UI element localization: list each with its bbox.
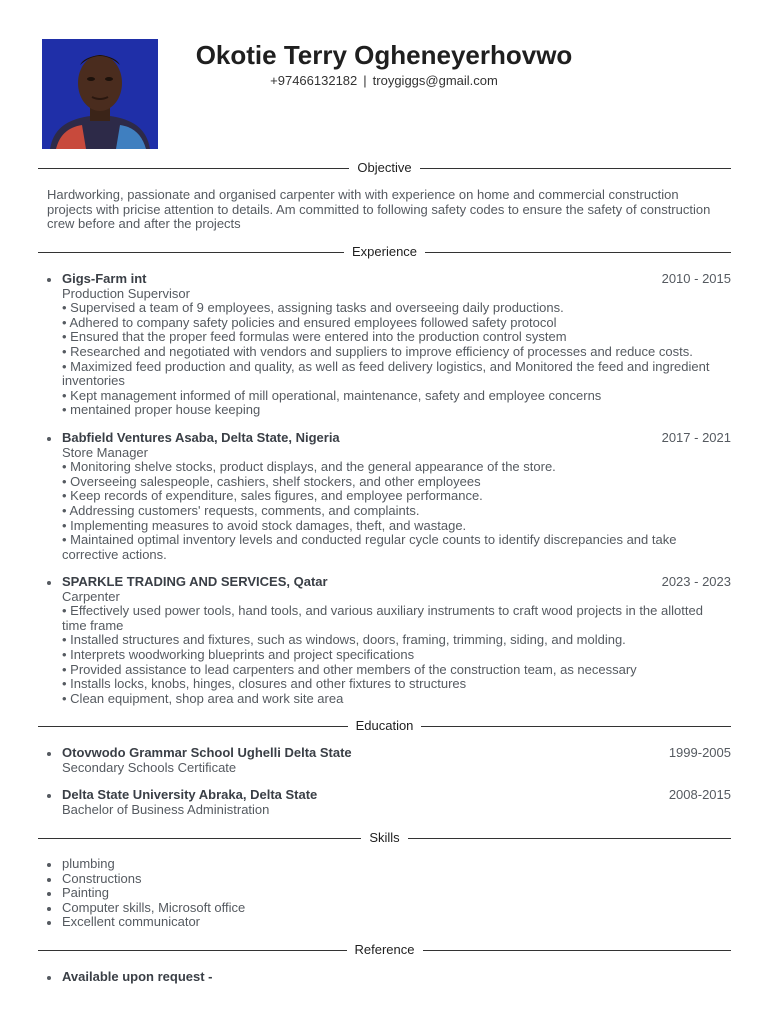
employment-dates: 2010 - 2015 (661, 271, 731, 286)
duty-line: • Ensured that the proper feed formulas were entered into the production control system (62, 329, 567, 345)
divider-line (425, 252, 731, 253)
experience-entry (62, 431, 731, 562)
employer-name: Gigs-Farm int (62, 271, 147, 286)
skill-label: Excellent communicator (62, 914, 200, 930)
bullet-icon (47, 794, 51, 798)
divider-line (38, 168, 349, 169)
duty-line: • Overseeing salespeople, cashiers, shelf stockers, and other employees (62, 473, 481, 489)
divider-line (38, 950, 347, 951)
section-header-education (38, 718, 731, 734)
duty-line: • Clean equipment, shop area and work site area (62, 690, 344, 706)
duty-line: • Interprets woodworking blueprints and project specifications (62, 646, 415, 662)
job-title: Carpenter (62, 588, 120, 604)
education-entry (62, 746, 731, 775)
duty-line: • Maximized feed production and quality, as well as feed delivery logistics, and Monitored the feed and ingredient inventories (62, 358, 710, 389)
skill-item (62, 872, 722, 887)
section-title: Objective (357, 160, 412, 175)
section-title: Experience (351, 244, 418, 259)
divider-line (38, 252, 344, 253)
bullet-icon (47, 892, 51, 896)
portrait-image (42, 39, 158, 149)
bullet-icon (47, 976, 51, 980)
skill-item (62, 915, 722, 930)
experience-entry (62, 272, 731, 418)
skill-label: Computer skills, Microsoft office (62, 899, 246, 915)
skill-label: Constructions (62, 870, 142, 886)
bullet-icon (47, 921, 51, 925)
employment-dates: 2023 - 2023 (661, 574, 731, 589)
reference-text: Available upon request - (62, 969, 213, 984)
duty-line: • Kept management informed of mill operational, maintenance, safety and employee concerns (62, 387, 602, 403)
divider-line (38, 838, 361, 839)
profile-photo (42, 39, 158, 149)
experience-entry (62, 575, 731, 706)
contact-line (170, 73, 598, 89)
divider-line (420, 168, 731, 169)
candidate-name: Okotie Terry Ogheneyerhovwo (195, 40, 573, 70)
job-title: Production Supervisor (62, 285, 190, 301)
section-header-objective (38, 160, 731, 176)
skill-item (62, 901, 722, 916)
duty-line: • Addressing customers' requests, comments, and complaints. (62, 502, 420, 518)
duty-line: • Installed structures and fixtures, such as windows, doors, framing, trimming, siding, and molding. (62, 632, 626, 648)
employment-dates: 2017 - 2021 (661, 430, 731, 445)
divider-line (408, 838, 731, 839)
skill-label: plumbing (62, 856, 115, 871)
duty-line: • Maintained optimal inventory levels and conducted regular cycle counts to identify discrepancies and take corrective actions. (62, 532, 677, 562)
qualification: Secondary Schools Certificate (62, 759, 237, 775)
duty-line: • Effectively used power tools, hand tools, and various auxiliary instruments to craft wood projects in the allotted time frame (62, 603, 703, 633)
duty-line: • Adhered to company safety policies and ensured employees followed safety protocol (62, 314, 557, 330)
job-title: Store Manager (62, 444, 148, 460)
education-dates: 1999-2005 (668, 745, 731, 760)
section-header-skills (38, 830, 731, 846)
bullet-icon (47, 907, 51, 911)
bullet-icon (47, 581, 51, 585)
education-dates: 2008-2015 (668, 787, 731, 802)
education-entry (62, 788, 731, 817)
divider-line (38, 726, 348, 727)
section-title: Reference (354, 942, 415, 957)
section-title: Education (355, 718, 414, 733)
employer-name: SPARKLE TRADING AND SERVICES, Qatar (62, 574, 328, 589)
skills-list (62, 857, 722, 930)
contact-separator: | (363, 73, 367, 88)
duty-line: • Provided assistance to lead carpenters and other members of the construction team, as necessary (62, 661, 637, 677)
duty-line: • Keep records of expenditure, sales figures, and employee performance. (62, 488, 483, 504)
divider-line (423, 950, 732, 951)
bullet-icon (47, 278, 51, 282)
phone-number[interactable]: +97466132182 (270, 73, 358, 88)
bullet-icon (47, 752, 51, 756)
email-address[interactable]: troygiggs@gmail.com (372, 73, 498, 88)
skill-item (62, 857, 722, 872)
section-title: Skills (369, 830, 400, 845)
qualification: Bachelor of Business Administration (62, 801, 270, 817)
bullet-icon (47, 863, 51, 867)
objective-text: Hardworking, passionate and organised carpenter with with experience on home and commercial construction projects with pricise attention to details. Am committed to following safety codes to ensure the safety of construction crew before and after the projects (47, 187, 711, 232)
duty-line: • Supervised a team of 9 employees, assigning tasks and overseeing daily productions. (62, 300, 564, 316)
duty-line: • Implementing measures to avoid stock damages, theft, and wastage. (62, 517, 467, 533)
school-name: Otovwodo Grammar School Ughelli Delta State (62, 745, 352, 760)
skill-label: Painting (62, 885, 109, 901)
section-header-experience (38, 244, 731, 260)
section-header-reference (38, 942, 731, 958)
bullet-icon (47, 437, 51, 441)
duty-line: • Researched and negotiated with vendors and suppliers to improve efficiency of processes and reduce costs. (62, 343, 693, 359)
duty-line: • Monitoring shelve stocks, product displays, and the general appearance of the store. (62, 459, 556, 475)
employer-name: Babfield Ventures Asaba, Delta State, Nigeria (62, 430, 340, 445)
skill-item (62, 886, 722, 901)
duty-line: • Installs locks, knobs, hinges, closures and other fixtures to structures (62, 676, 467, 692)
duty-line: • mentained proper house keeping (62, 402, 261, 418)
divider-line (421, 726, 731, 727)
school-name: Delta State University Abraka, Delta State (62, 787, 318, 802)
bullet-icon (47, 878, 51, 882)
reference-entry (62, 970, 731, 985)
